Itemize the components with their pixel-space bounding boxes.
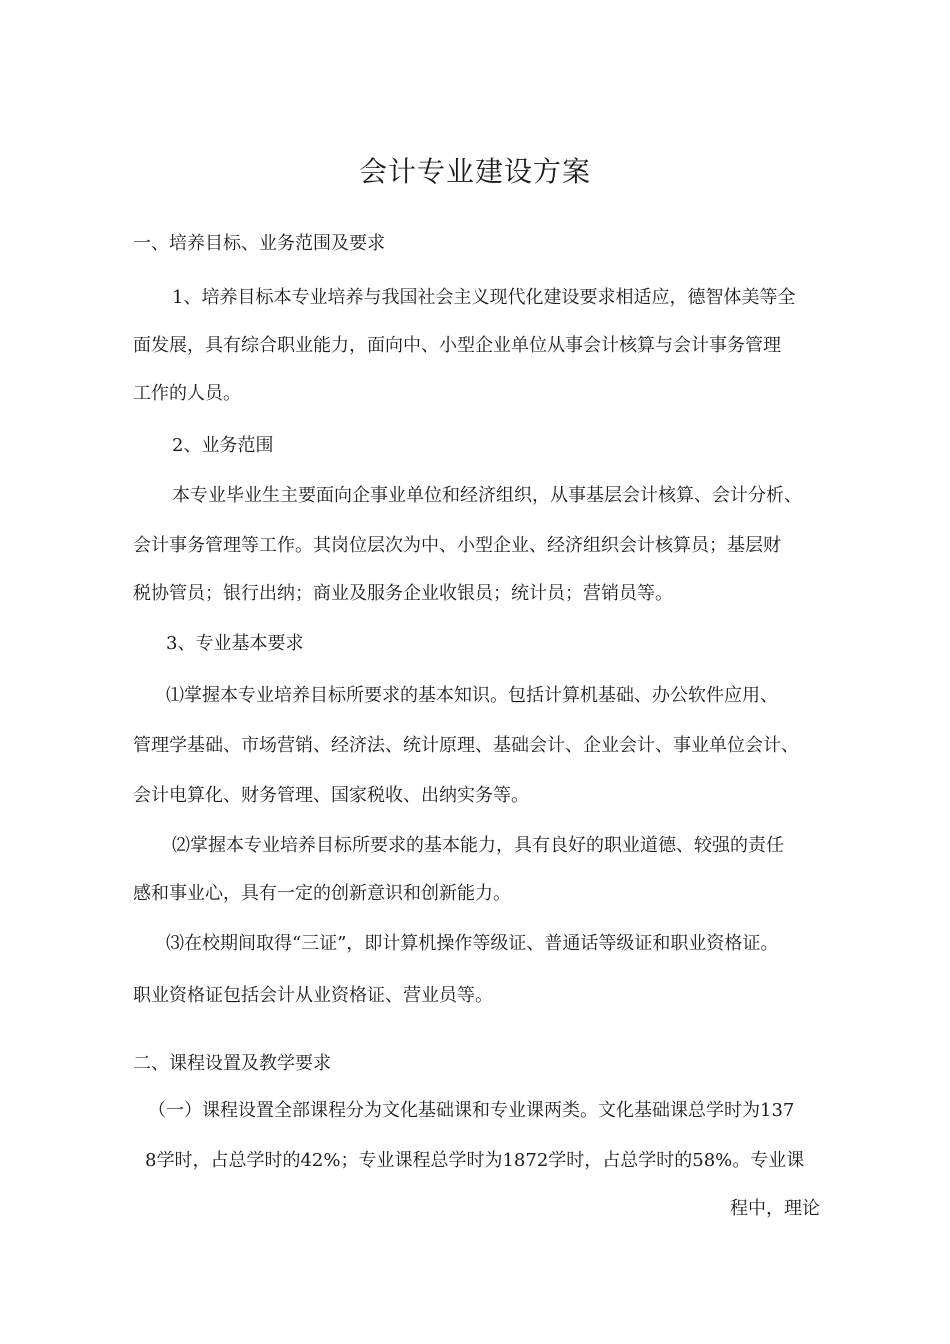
document-title: 会计专业建设方案 <box>358 155 591 188</box>
paragraph-line: 感和事业心，具有一定的创新意识和创新能力。 <box>133 883 511 904</box>
paragraph-line: 工作的人员。 <box>133 383 241 404</box>
paragraph-line: ⑴掌握本专业培养目标所要求的基本知识。包括计算机基础、办公软件应用、 <box>166 685 778 706</box>
section-heading-1: 一、培养目标、业务范围及要求 <box>133 233 385 254</box>
paragraph-line: 8学时，占总学时的42%；专业课程总学时为1872学时，占总学时的58%。专业课 <box>145 1150 805 1171</box>
paragraph-line: （一）课程设置全部课程分为文化基础课和专业课两类。文化基础课总学时为137 <box>148 1100 795 1121</box>
subsection-heading: 3、专业基本要求 <box>166 633 304 654</box>
paragraph-line: 1、培养目标本专业培养与我国社会主义现代化建设要求相适应，德智体美等全 <box>172 287 796 308</box>
paragraph-line: ⑵掌握本专业培养目标所要求的基本能力，具有良好的职业道德、较强的责任 <box>172 835 784 856</box>
paragraph-line: 程中，理论 <box>730 1198 820 1219</box>
paragraph-line: 会计电算化、财务管理、国家税收、出纳实务等。 <box>133 785 529 806</box>
paragraph-line: 税协管员；银行出纳；商业及服务企业收银员；统计员；营销员等。 <box>133 583 673 604</box>
section-heading-2: 二、课程设置及教学要求 <box>133 1053 331 1074</box>
subsection-heading: 2、业务范围 <box>172 435 274 456</box>
paragraph-line: 本专业毕业生主要面向企事业单位和经济组织，从事基层会计核算、会计分析、 <box>172 485 802 506</box>
paragraph-line: 面发展，具有综合职业能力，面向中、小型企业单位从事会计核算与会计事务管理 <box>133 335 781 356</box>
paragraph-line: 会计事务管理等工作。其岗位层次为中、小型企业、经济组织会计核算员；基层财 <box>133 535 781 556</box>
paragraph-line: 管理学基础、市场营销、经济法、统计原理、基础会计、企业会计、事业单位会计、 <box>133 735 799 756</box>
paragraph-line: 职业资格证包括会计从业资格证、营业员等。 <box>133 985 493 1006</box>
paragraph-line: ⑶在校期间取得“三证”，即计算机操作等级证、普通话等级证和职业资格证。 <box>166 933 779 954</box>
